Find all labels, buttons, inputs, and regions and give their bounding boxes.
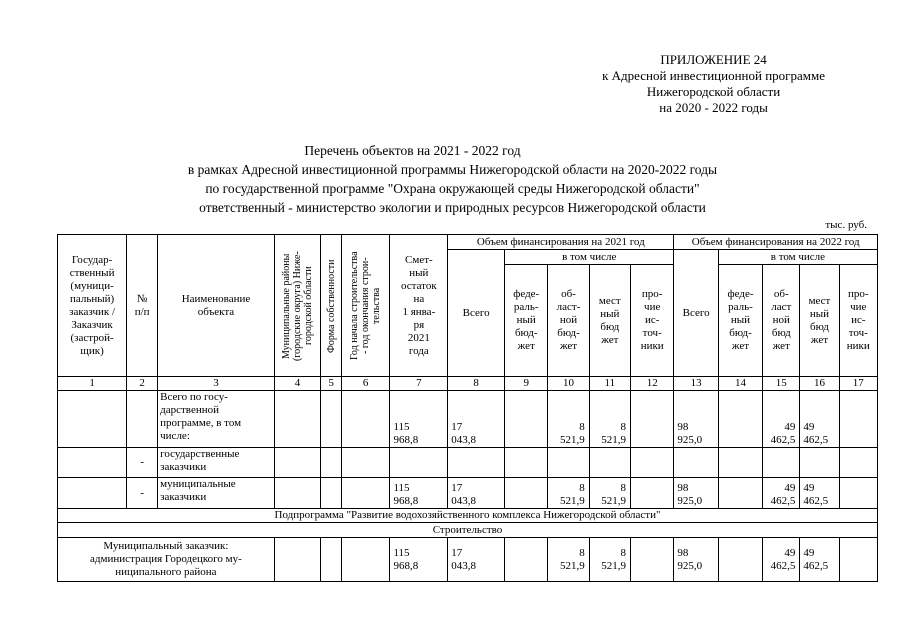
row-total-balance: 115 968,8 xyxy=(390,391,448,448)
appendix-block xyxy=(602,52,825,116)
header-number: № п/п xyxy=(127,235,158,377)
cell-empty xyxy=(58,448,127,478)
appendix-line: Нижегородской области xyxy=(646,84,781,99)
header-local-2021: мест ный бюд жет xyxy=(589,265,630,377)
column-number: 11 xyxy=(589,377,630,391)
cell-empty xyxy=(548,448,589,478)
cell-empty xyxy=(589,448,630,478)
row-total-regional-2022: 49 462,5 xyxy=(763,391,800,448)
cell-empty xyxy=(448,448,505,478)
table-row-customer xyxy=(58,538,878,582)
section-title: Строительство xyxy=(58,523,878,538)
cell-empty xyxy=(630,538,673,582)
cell-empty xyxy=(800,448,839,478)
row-municipal-regional-2021: 8 521,9 xyxy=(548,478,589,509)
header-total-2021: Всего xyxy=(448,250,505,377)
column-number: 9 xyxy=(505,377,548,391)
row-municipal-2021: 17 043,8 xyxy=(448,478,505,509)
cell-empty xyxy=(274,538,320,582)
objects-table xyxy=(57,234,878,582)
header-years xyxy=(341,235,390,377)
cell-empty xyxy=(274,391,320,448)
row-customer-regional-2021: 8 521,9 xyxy=(548,538,589,582)
cell-empty xyxy=(341,538,390,582)
cell-empty xyxy=(839,448,877,478)
appendix-line: на 2020 - 2022 годы xyxy=(659,100,768,115)
header-districts-text: Муниципальные районы (городские округа) Ниже- городской области xyxy=(281,250,315,361)
column-number: 15 xyxy=(763,377,800,391)
cell-empty xyxy=(718,391,762,448)
appendix-title: ПРИЛОЖЕНИЕ 24 xyxy=(660,52,767,67)
row-total-regional-2021: 8 521,9 xyxy=(548,391,589,448)
column-number: 16 xyxy=(800,377,839,391)
row-total-local-2022: 49 462,5 xyxy=(800,391,839,448)
column-number: 12 xyxy=(630,377,673,391)
cell-empty xyxy=(341,448,390,478)
heading-line: по государственной программе "Охрана окружающей среды Нижегородской области" xyxy=(205,181,700,196)
row-total-local-2021: 8 521,9 xyxy=(589,391,630,448)
column-number-row xyxy=(58,377,878,391)
column-number: 13 xyxy=(674,377,718,391)
row-municipal-local-2021: 8 521,9 xyxy=(589,478,630,509)
cell-empty xyxy=(718,448,762,478)
document-heading xyxy=(0,141,905,217)
cell-empty xyxy=(630,448,673,478)
row-municipal-local-2022: 49 462,5 xyxy=(800,478,839,509)
subprogram-title: Подпрограмма "Развитие водохозяйственного комплекса Нижегородской области" xyxy=(58,509,878,523)
row-customer-local-2022: 49 462,5 xyxy=(800,538,839,582)
header-financing-2021: Объем финансирования на 2021 год xyxy=(448,235,674,250)
cell-empty xyxy=(630,478,673,509)
cell-empty xyxy=(505,538,548,582)
cell-empty xyxy=(630,391,673,448)
cell-empty xyxy=(718,538,762,582)
column-number: 5 xyxy=(321,377,342,391)
header-including-2021: в том числе xyxy=(505,250,674,265)
header-ownership xyxy=(321,235,342,377)
column-number: 6 xyxy=(341,377,390,391)
column-number: 10 xyxy=(548,377,589,391)
heading-line: в рамках Адресной инвестиционной программы Нижегородской области на 2020-2022 годы xyxy=(187,162,718,177)
units-label: тыс. руб. xyxy=(825,219,867,231)
table-row-state xyxy=(58,448,878,478)
row-municipal-balance: 115 968,8 xyxy=(390,478,448,509)
cell-empty xyxy=(839,538,877,582)
column-number: 1 xyxy=(58,377,127,391)
appendix-line: к Адресной инвестиционной программе xyxy=(602,68,825,83)
table-header-row xyxy=(58,235,878,250)
column-number: 7 xyxy=(390,377,448,391)
row-total-2022: 98 925,0 xyxy=(674,391,718,448)
heading-title: Перечень объектов на 2021 - 2022 год xyxy=(304,143,521,158)
cell-empty xyxy=(321,448,342,478)
row-municipal-dash: - xyxy=(127,478,158,509)
cell-empty xyxy=(274,478,320,509)
cell-empty xyxy=(127,391,158,448)
row-customer-regional-2022: 49 462,5 xyxy=(763,538,800,582)
header-years-text: Год начала строительства - год окончания строи- тельства xyxy=(349,251,383,360)
table-row-section xyxy=(58,523,878,538)
header-federal-2022: феде- раль- ный бюд- жет xyxy=(718,265,762,377)
cell-empty xyxy=(505,448,548,478)
row-state-dash: - xyxy=(127,448,158,478)
row-municipal-name: муниципальные заказчики xyxy=(158,478,275,509)
table-row-municipal xyxy=(58,478,878,509)
column-number: 4 xyxy=(274,377,320,391)
column-number: 3 xyxy=(158,377,275,391)
header-federal-2021: феде- раль- ный бюд- жет xyxy=(505,265,548,377)
row-municipal-regional-2022: 49 462,5 xyxy=(763,478,800,509)
column-number: 2 xyxy=(127,377,158,391)
header-including-2022: в том числе xyxy=(718,250,877,265)
table-row-subprogram xyxy=(58,509,878,523)
header-regional-2021: об- ласт- ной бюд- жет xyxy=(548,265,589,377)
header-regional-2022: об- ласт ной бюд жет xyxy=(763,265,800,377)
header-other-2021: про- чие ис- точ- ники xyxy=(630,265,673,377)
row-customer-balance: 115 968,8 xyxy=(390,538,448,582)
header-districts xyxy=(274,235,320,377)
row-customer-2021: 17 043,8 xyxy=(448,538,505,582)
header-total-2022: Всего xyxy=(674,250,718,377)
cell-empty xyxy=(763,448,800,478)
cell-empty xyxy=(718,478,762,509)
row-state-name: государственные заказчики xyxy=(158,448,275,478)
cell-empty xyxy=(390,448,448,478)
cell-empty xyxy=(274,448,320,478)
cell-empty xyxy=(341,391,390,448)
header-balance: Смет- ный остаток на 1 янва- ря 2021 года xyxy=(390,235,448,377)
table-row-total xyxy=(58,391,878,448)
cell-empty xyxy=(674,448,718,478)
cell-empty xyxy=(321,391,342,448)
cell-empty xyxy=(505,478,548,509)
row-total-2021: 17 043,8 xyxy=(448,391,505,448)
row-customer-name: Муниципальный заказчик: администрация Городецкого му- ниципального района xyxy=(58,538,275,582)
cell-empty xyxy=(341,478,390,509)
header-object-name: Наименование объекта xyxy=(158,235,275,377)
header-local-2022: мест ный бюд жет xyxy=(800,265,839,377)
cell-empty xyxy=(58,391,127,448)
column-number: 17 xyxy=(839,377,877,391)
row-customer-2022: 98 925,0 xyxy=(674,538,718,582)
header-financing-2022: Объем финансирования на 2022 год xyxy=(674,235,878,250)
row-customer-local-2021: 8 521,9 xyxy=(589,538,630,582)
cell-empty xyxy=(839,478,877,509)
row-municipal-2022: 98 925,0 xyxy=(674,478,718,509)
header-customer: Государ- ственный (муници- пальный) заказчик / Заказчик (застрой- щик) xyxy=(58,235,127,377)
header-other-2022: про- чие ис- точ- ники xyxy=(839,265,877,377)
cell-empty xyxy=(321,538,342,582)
header-ownership-text: Форма собственности xyxy=(325,258,337,353)
cell-empty xyxy=(839,391,877,448)
column-number: 8 xyxy=(448,377,505,391)
row-total-name: Всего по госу- дарственной программе, в том числе: xyxy=(158,391,275,448)
column-number: 14 xyxy=(718,377,762,391)
cell-empty xyxy=(58,478,127,509)
heading-line: ответственный - министерство экологии и природных ресурсов Нижегородской области xyxy=(199,200,706,215)
cell-empty xyxy=(505,391,548,448)
cell-empty xyxy=(321,478,342,509)
